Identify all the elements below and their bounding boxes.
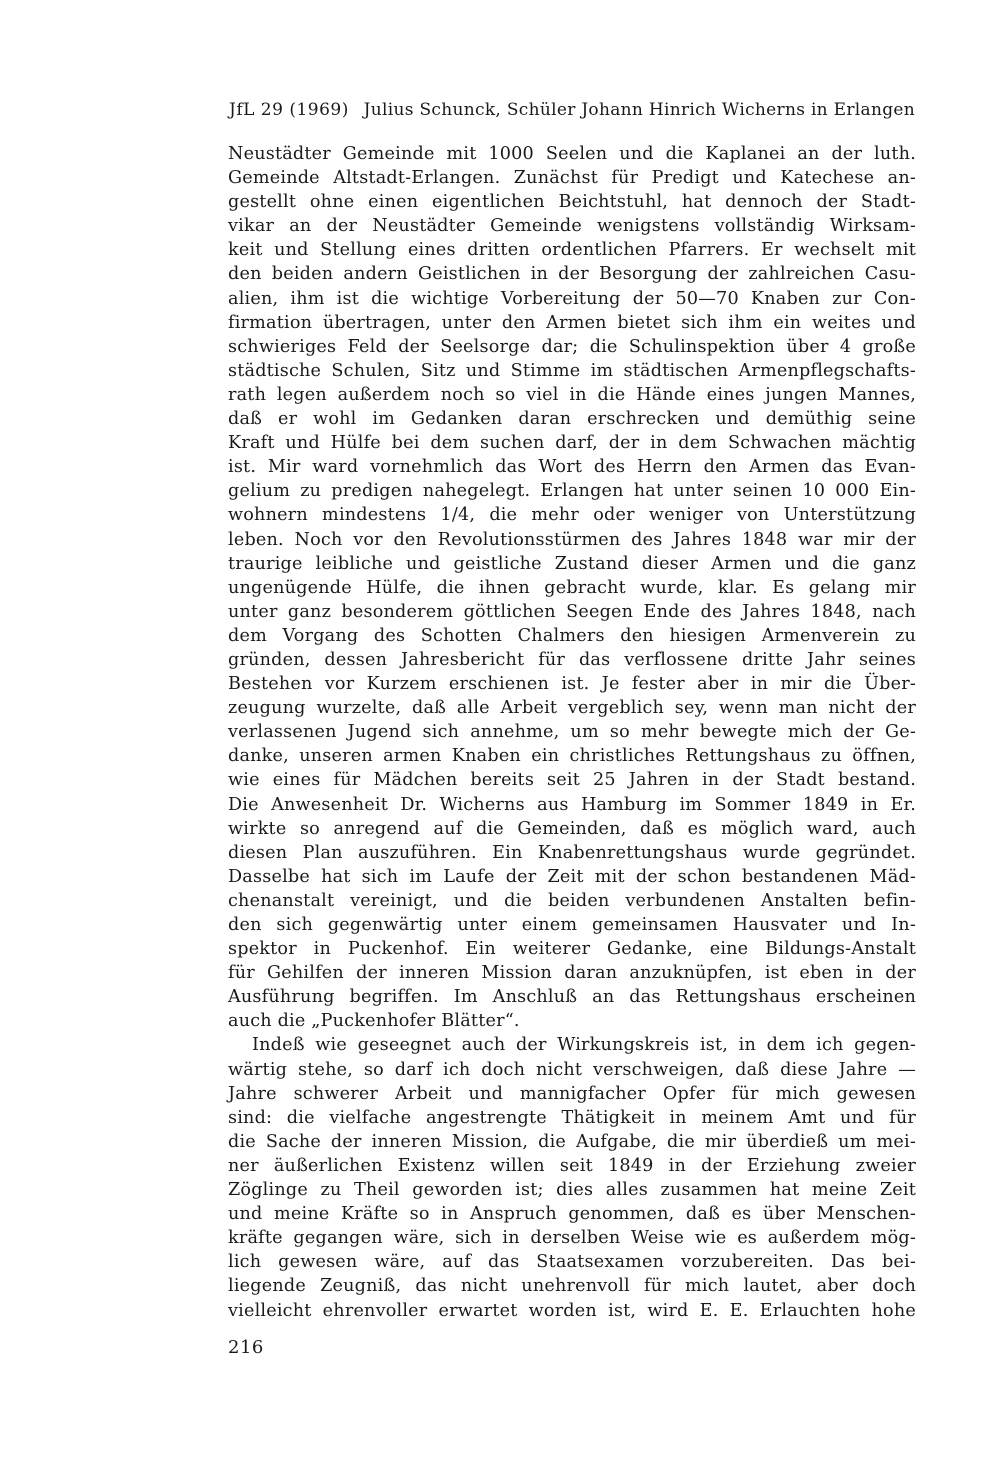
text-line: zeugung wurzelte, daß alle Arbeit vergeblich sey, wenn man nicht der xyxy=(228,698,916,719)
journal-reference: JfL 29 (1969) xyxy=(229,100,349,120)
text-line: wirkte so anregend auf die Gemeinden, daß es möglich ward, auch xyxy=(228,818,916,839)
text-line: Ausführung begriffen. Im Anschluß an das Rettungshaus erscheinen xyxy=(228,987,916,1008)
text-line: wärtig stehe, so darf ich doch nicht verschweigen, daß diese Jahre — xyxy=(228,1059,916,1080)
text-line: wohnern mindestens 1/4, die mehr oder weniger von Unterstützung xyxy=(228,505,916,526)
text-line: keit und Stellung eines dritten ordentlichen Pfarrers. Er wechselt mit xyxy=(228,240,916,261)
text-line: verlassenen Jugend sich annehme, um so mehr bewegte mich der Ge- xyxy=(228,722,916,743)
text-line: danke, unseren armen Knaben ein christliches Rettungshaus zu öffnen, xyxy=(228,746,916,767)
text-line: den sich gegenwärtig unter einem gemeinsamen Hausvater und In- xyxy=(228,915,916,935)
text-line: dem Vorgang des Schotten Chalmers den hiesigen Armenverein zu xyxy=(228,625,916,646)
text-line: liegende Zeugniß, das nicht unehrenvoll für mich lautet, aber doch xyxy=(228,1276,916,1297)
text-line: wie eines für Mädchen bereits seit 25 Jahren in der Stadt bestand. xyxy=(228,770,916,791)
running-header xyxy=(229,100,915,120)
text-line: Zöglinge zu Theil geworden ist; dies alles zusammen hat meine Zeit xyxy=(228,1180,916,1201)
text-line: diesen Plan auszuführen. Ein Knabenrettungshaus wurde gegründet. xyxy=(228,842,916,863)
text-line: lich gewesen wäre, auf das Staatsexamen vorzubereiten. Das bei- xyxy=(228,1252,916,1273)
text-line: vielleicht ehrenvoller erwartet worden ist, wird E. E. Erlauchten hohe xyxy=(228,1300,916,1321)
text-line: ner äußerlichen Existenz willen seit 1849 in der Erziehung zweier xyxy=(228,1155,916,1176)
text-line: Die Anwesenheit Dr. Wicherns aus Hamburg im Sommer 1849 in Er. xyxy=(228,794,916,815)
text-line: chenanstalt vereinigt, und die beiden verbundenen Anstalten befin- xyxy=(228,890,916,911)
page-number: 216 xyxy=(228,1337,264,1358)
text-line: gestellt ohne einen eigentlichen Beichtstuhl, hat dennoch der Stadt- xyxy=(228,192,916,213)
text-line: Gemeinde Altstadt-Erlangen. Zunächst für Predigt und Katechese an- xyxy=(228,168,916,189)
text-line: gelium zu predigen nahegelegt. Erlangen hat unter seinen 10 000 Ein- xyxy=(228,481,916,502)
article-title: Julius Schunck, Schüler Johann Hinrich Wicherns in Erlangen xyxy=(363,100,915,120)
text-line: Kraft und Hülfe bei dem suchen darf, der in dem Schwachen mächtig xyxy=(228,433,916,454)
text-line: und meine Kräfte so in Anspruch genommen, daß es über Menschen- xyxy=(228,1204,916,1225)
text-line: städtische Schulen, Sitz und Stimme im städtischen Armenpflegschafts- xyxy=(228,360,916,381)
text-line: gründen, dessen Jahresbericht für das verflossene dritte Jahr seines xyxy=(228,649,916,670)
text-line: ist. Mir ward vornehmlich das Wort des Herrn den Armen das Evan- xyxy=(228,457,916,478)
text-line: für Gehilfen der inneren Mission daran anzuknüpfen, ist eben in der xyxy=(228,963,916,984)
text-line: die Sache der inneren Mission, die Aufgabe, die mir überdieß um mei- xyxy=(228,1131,916,1152)
body-text xyxy=(228,142,916,1323)
text-line: ungenügende Hülfe, die ihnen gebracht wurde, klar. Es gelang mir xyxy=(228,577,916,598)
text-line: vikar an der Neustädter Gemeinde wenigstens vollständig Wirksam- xyxy=(228,216,916,237)
text-line: Neustädter Gemeinde mit 1000 Seelen und die Kaplanei an der luth. xyxy=(228,144,916,164)
text-line: sind: die vielfache angestrengte Thätigkeit in meinem Amt und für xyxy=(228,1107,916,1128)
text-line: alien, ihm ist die wichtige Vorbereitung der 50—70 Knaben zur Con- xyxy=(228,288,916,309)
text-line: firmation übertragen, unter den Armen bietet sich ihm ein weites und xyxy=(228,312,916,333)
text-line: den beiden andern Geistlichen in der Besorgung der zahlreichen Casu- xyxy=(228,264,916,285)
text-line: Bestehen vor Kurzem erschienen ist. Je fester aber in mir die Über- xyxy=(228,674,916,695)
text-line: unter ganz besonderem göttlichen Seegen Ende des Jahres 1848, nach xyxy=(228,601,916,622)
text-line: Dasselbe hat sich im Laufe der Zeit mit der schon bestandenen Mäd- xyxy=(228,866,916,887)
text-line: Jahre schwerer Arbeit und mannigfacher Opfer für mich gewesen xyxy=(228,1083,916,1104)
text-line-paragraph-end: auch die „Puckenhofer Blätter“. xyxy=(228,1011,520,1032)
text-line: leben. Noch vor den Revolutionsstürmen des Jahres 1848 war mir der xyxy=(228,529,916,550)
text-line: spektor in Puckenhof. Ein weiterer Gedanke, eine Bildungs-Anstalt xyxy=(228,939,916,960)
text-line: traurige leibliche und geistliche Zustand dieser Armen und die ganz xyxy=(228,553,916,574)
text-line: kräfte gegangen wäre, sich in derselben Weise wie es außerdem mög- xyxy=(228,1228,916,1249)
text-line: schwieriges Feld der Seelsorge dar; die Schulinspektion über 4 große xyxy=(228,336,916,357)
text-line: rath legen außerdem noch so viel in die Hände eines jungen Mannes, xyxy=(228,384,916,405)
text-line: daß er wohl im Gedanken daran erschrecken und demüthig seine xyxy=(228,409,916,430)
text-line-paragraph-start: Indeß wie geseegnet auch der Wirkungskreis ist, in dem ich gegen- xyxy=(252,1035,916,1056)
